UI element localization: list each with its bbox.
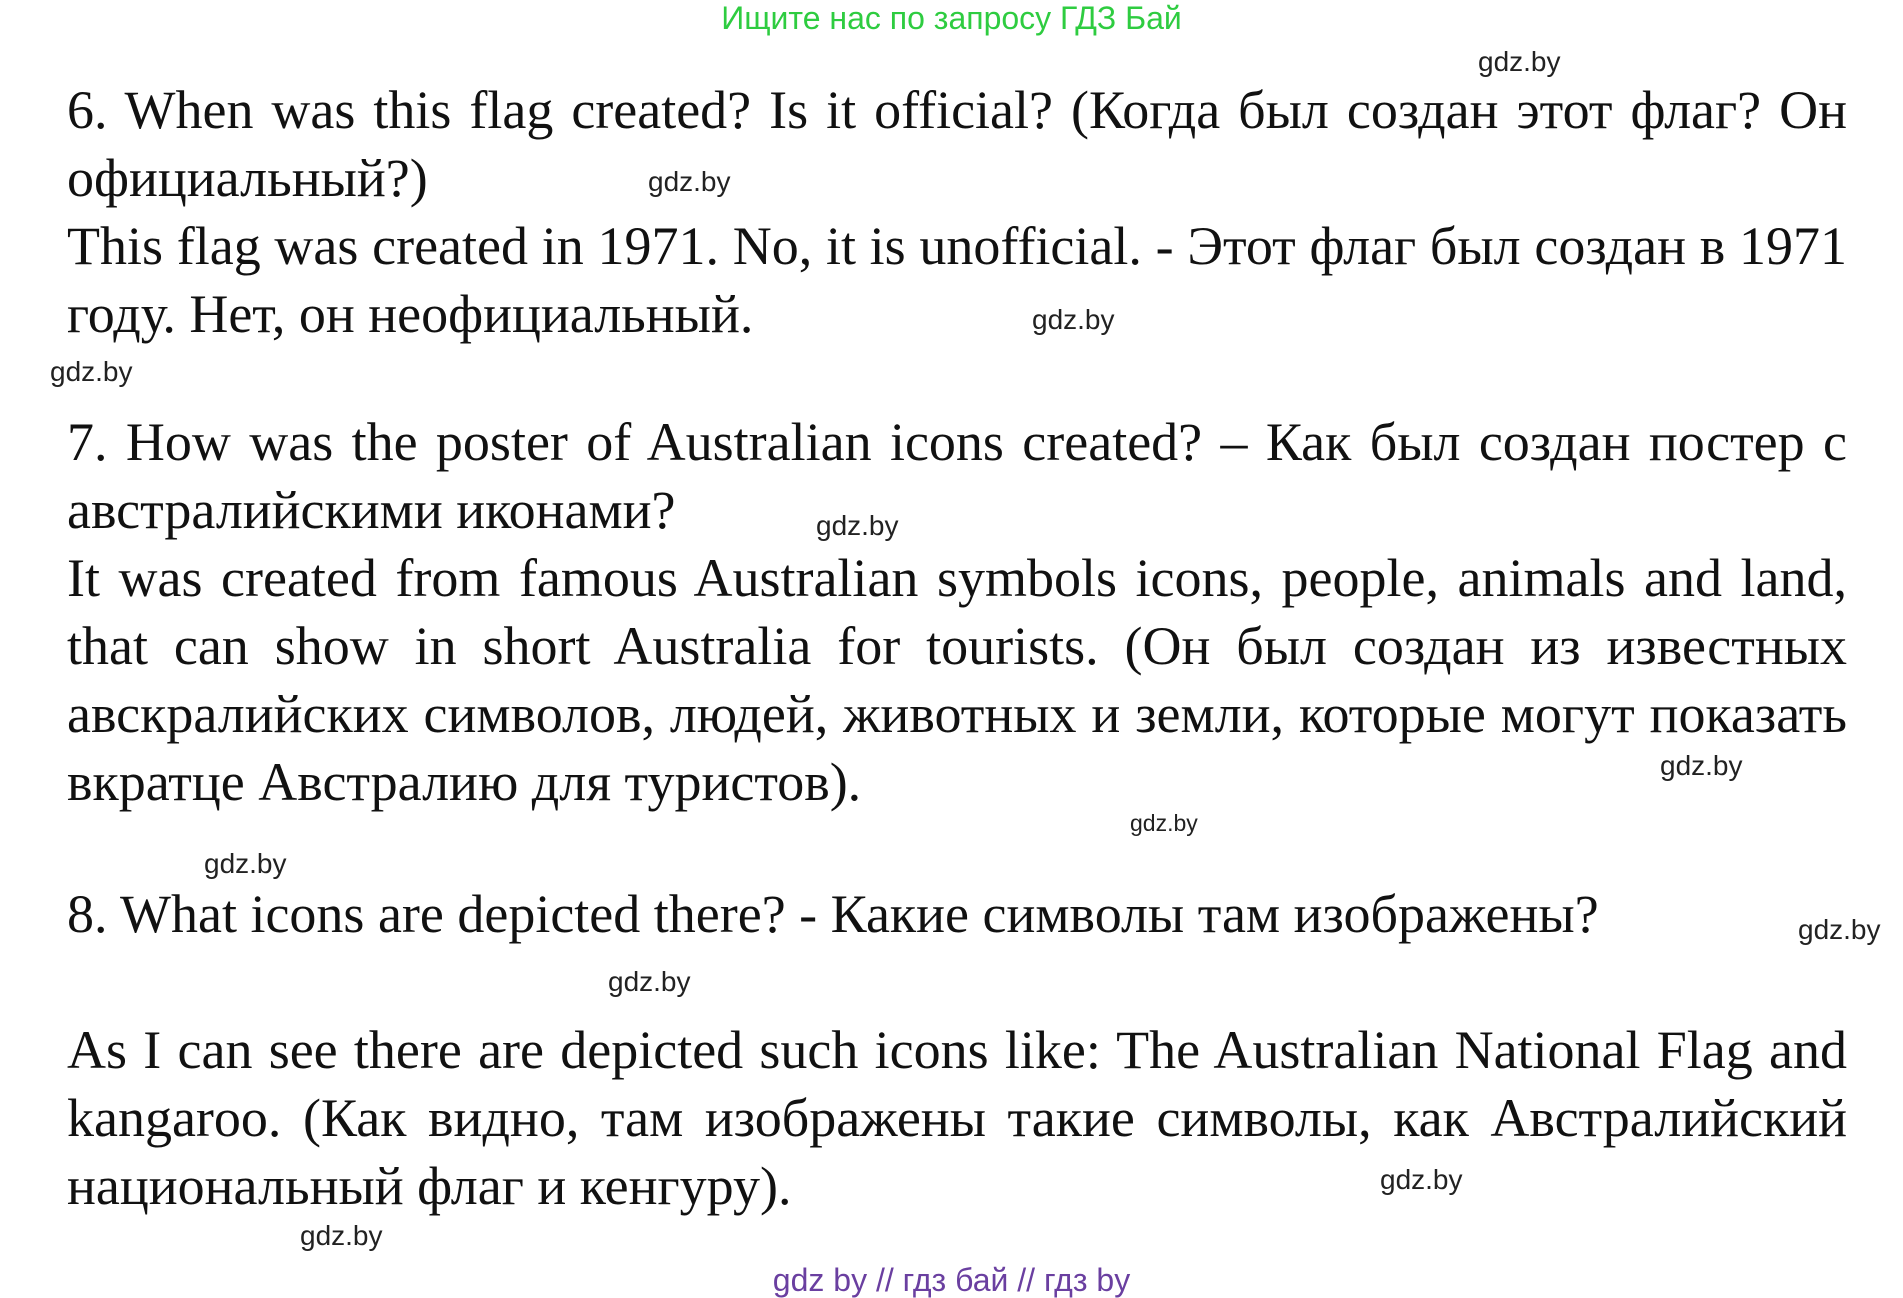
watermark: gdz.by [1478, 46, 1561, 77]
watermark: gdz.by [1660, 750, 1743, 781]
answer-6: This flag was created in 1971. No, it is unofficial. - Этот флаг был создан в 1971 году. Нет, он неофициальный. [67, 216, 1847, 344]
watermark: gdz.by [1130, 810, 1198, 836]
watermark: gdz.by [50, 356, 133, 387]
watermark: gdz.by [648, 166, 731, 197]
answer-7: It was created from famous Australian symbols icons, people, animals and land, that can show in short Australia for tourists. (Он был создан из известных авскралийских символов, людей, животных и земли, которые могут показать вкратце Австралию для туристов). [67, 548, 1847, 812]
question-6: 6. When was this flag created? Is it official? (Когда был создан этот флаг? Он официальный?) [67, 80, 1847, 208]
question-8: 8. What icons are depicted there? - Какие символы там изображены? [67, 884, 1599, 944]
top-banner: Ищите нас по запросу ГДЗ Бай [721, 0, 1182, 36]
watermark: gdz.by [1032, 304, 1115, 335]
watermark: gdz.by [608, 966, 691, 997]
answer-8: As I can see there are depicted such icons like: The Australian National Flag and kangaroo. (Как видно, там изображены такие символы, как Австралийский национальный флаг и кенгуру). [67, 1020, 1847, 1216]
question-7: 7. How was the poster of Australian icons created? – Как был создан постер с австралийскими иконами? [67, 412, 1847, 540]
watermark: gdz.by [204, 848, 287, 879]
watermark: gdz.by [300, 1220, 383, 1251]
footer-links: gdz by // гдз бай // гдз by [772, 1262, 1131, 1298]
watermark: gdz.by [1380, 1164, 1463, 1195]
watermark: gdz.by [816, 510, 899, 541]
watermark: gdz.by [1798, 914, 1881, 945]
